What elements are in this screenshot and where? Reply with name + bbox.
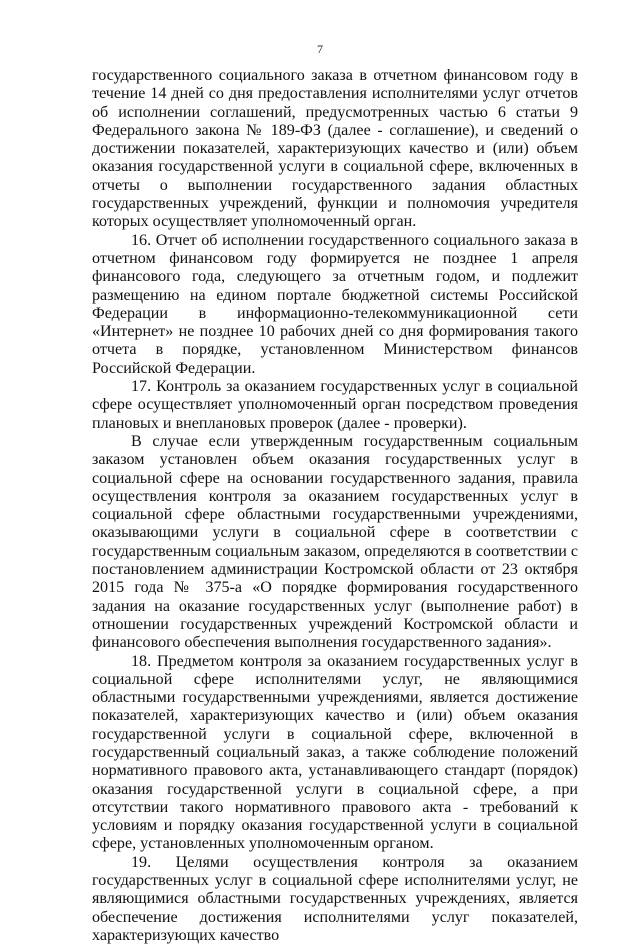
paragraph-17: 17. Контроль за оказанием государственных услуг в социальной сфере осуществляет уполномоченный орган посредством проведения плановых и внеплановых проверок (далее - проверки). — [92, 378, 578, 432]
paragraph-18: 18. Предметом контроля за оказанием государственных услуг в социальной сфере исполнителями услуг, не являющимися областными государственными учреждениями, является достижение показателей, характеризующих качество и (или) объем оказания государственной услуги в социальной сфере, включенной в государственный социальный заказ, а также соблюдение положений нормативного правового акта, устанавливающего стандарт (порядок) оказания государственной услуги в социальной сфере, а при отсутствии такого нормативного правового акта - требований к условиям и порядку оказания государственной услуги в социальной сфере, установленных уполномоченным органом. — [92, 652, 578, 853]
paragraph-19: 19. Целями осуществления контроля за оказанием государственных услуг в социальной сфере исполнителями услуг, не являющимися областными государственных учреждениях, является обеспечение достижения исполнителями услуг показателей, характеризующих качество — [92, 853, 578, 944]
document-body — [92, 67, 578, 945]
paragraph-continued: государственного социального заказа в отчетном финансовом году в течение 14 дней со дня предоставления исполнителями услуг отчетов об исполнении соглашений, предусмотренных частью 6 статьи 9 Федерального закона № 189-ФЗ (далее - соглашение), и сведений о достижении показателей, характеризующих качество и (или) объем оказания государственной услуги в социальной сфере, включенных в отчеты о выполнении государственного задания областных государственных учреждений, функции и полномочия учредителя которых осуществляет уполномоченный орган. — [92, 67, 578, 231]
paragraph-16: 16. Отчет об исполнении государственного социального заказа в отчетном финансовом году формируется не позднее 1 апреля финансового года, следующего за отчетным годом, и подлежит размещению на едином портале бюджетной системы Российской Федерации в информационно-телекоммуникационной сети «Интернет» не позднее 10 рабочих дней со дня формирования такого отчета в порядке, установленном Министерством финансов Российской Федерации. — [92, 231, 578, 377]
paragraph-17-case: В случае если утвержденным государственным социальным заказом установлен объем оказания государственных услуг в социальной сфере на основании государственного задания, правила осуществления контроля за оказанием государственных услуг в социальной сфере областными государственными учреждениями, оказывающими услуги в социальной сфере в соответствии с государственным социальным заказом, определяются в соответствии с постановлением администрации Костромской области от 23 октября 2015 года № 375-а «О порядке формирования государственного задания на оказание государственных услуг (выполнение работ) в отношении государственных учреждений Костромской области и финансового обеспечения выполнения государственного задания». — [92, 432, 578, 652]
page-number: 7 — [317, 42, 323, 56]
